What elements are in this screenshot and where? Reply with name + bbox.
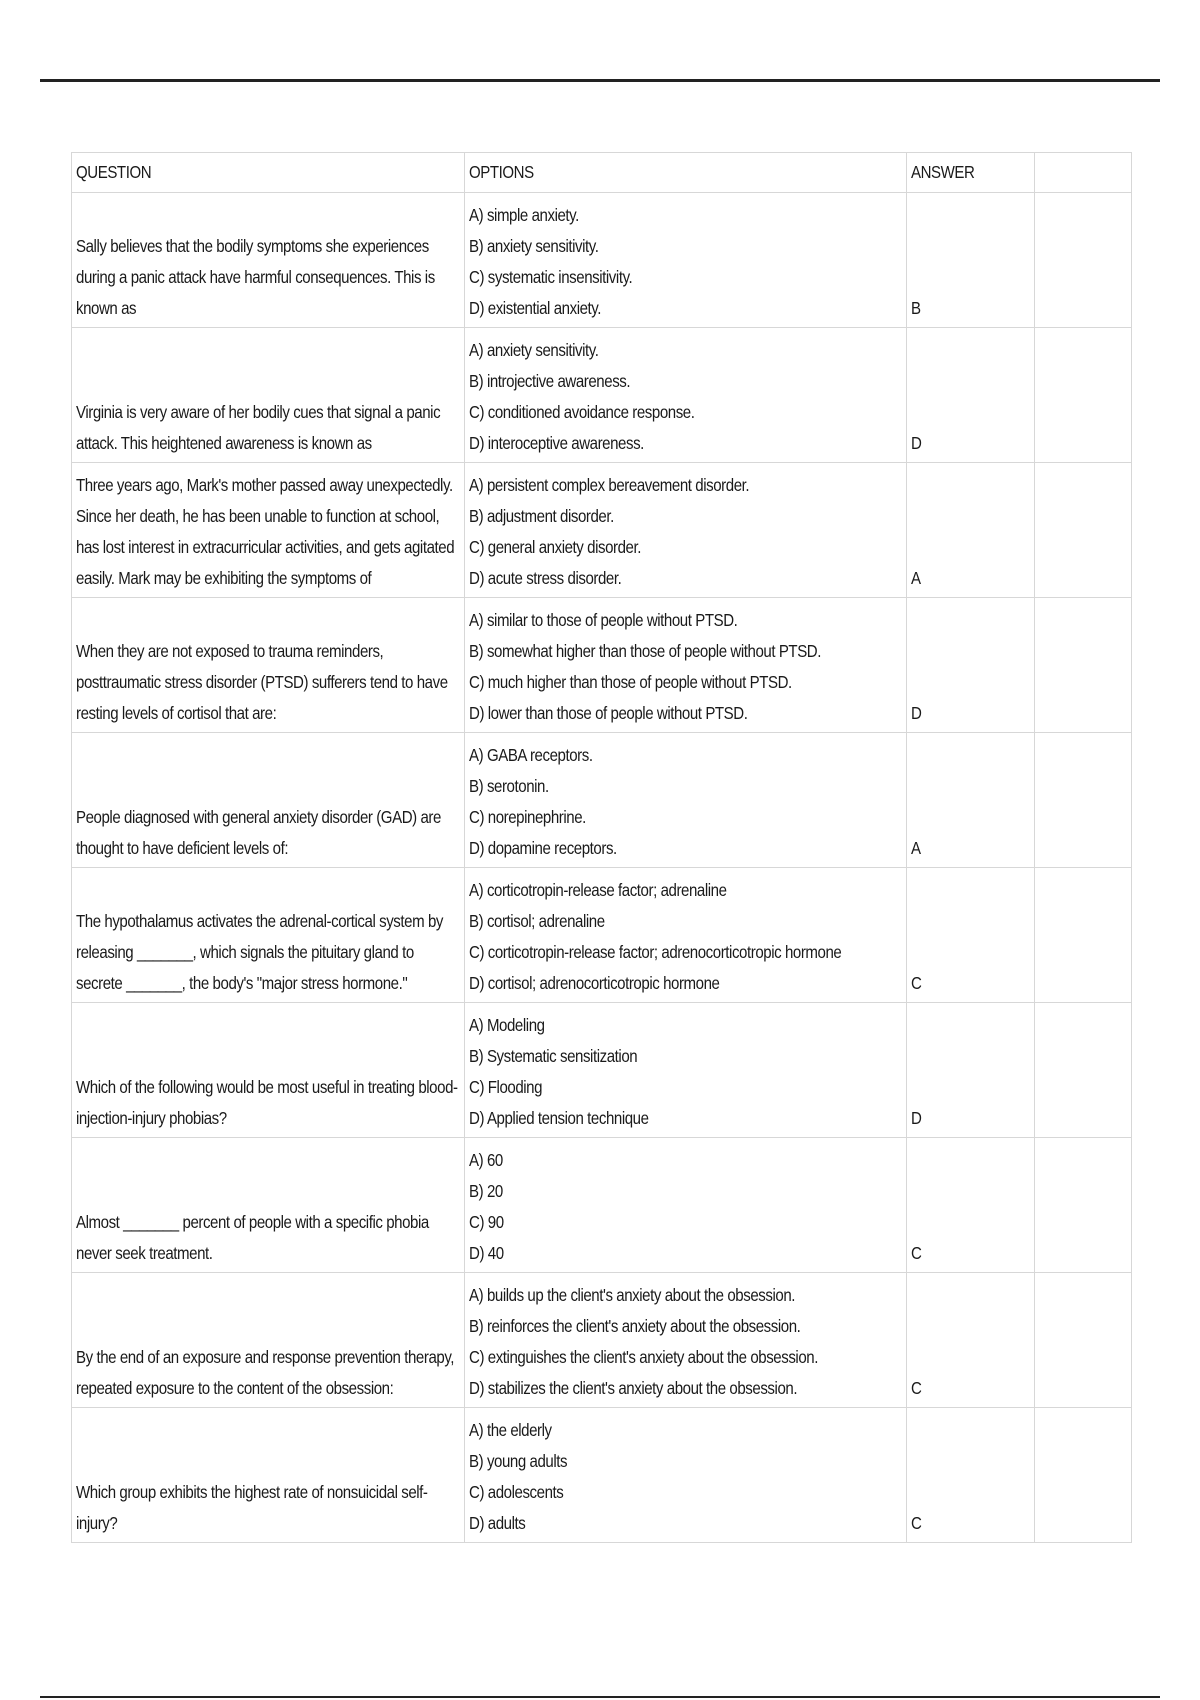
answer-cell (907, 1273, 1035, 1408)
table-row (72, 1408, 1132, 1543)
options-cell (465, 598, 907, 733)
options-cell (465, 1003, 907, 1138)
options-cell (465, 1273, 907, 1408)
question-cell (72, 1408, 465, 1543)
options-text: A) 60 B) 20 C) 90 D) 40 (469, 1150, 504, 1263)
empty-cell (1035, 1003, 1132, 1138)
answer-text: D (911, 433, 922, 453)
answer-cell (907, 1138, 1035, 1273)
empty-cell (1035, 1408, 1132, 1543)
empty-cell (1035, 328, 1132, 463)
table-row (72, 598, 1132, 733)
question-text: Almost _______ percent of people with a specific phobia never seek treatment. (76, 1212, 429, 1263)
question-text: Virginia is very aware of her bodily cues that signal a panic attack. This heightened awareness is known as (76, 402, 441, 453)
question-cell (72, 328, 465, 463)
table-row (72, 733, 1132, 868)
question-text: Three years ago, Mark's mother passed away unexpectedly. Since her death, he has been unable to function at school, has lost interest in extracurricular activities, and gets agitated easily. Mark may be exhibiting the symptoms of (76, 475, 455, 588)
empty-cell (1035, 868, 1132, 1003)
options-text: A) persistent complex bereavement disorder. B) adjustment disorder. C) general anxiety disorder. D) acute stress disorder. (469, 475, 750, 588)
answer-text: D (911, 703, 922, 723)
answer-text: D (911, 1108, 922, 1128)
answer-text: C (911, 973, 922, 993)
qa-table (71, 152, 1132, 1543)
empty-cell (1035, 463, 1132, 598)
options-text: A) builds up the client's anxiety about the obsession. B) reinforces the client's anxiety about the obsession. C) extinguishes the client's anxiety about the obsession. D) stabilizes the client's anxiety about the obsession. (469, 1285, 818, 1398)
answer-cell (907, 1408, 1035, 1543)
options-text: A) GABA receptors. B) serotonin. C) norepinephrine. D) dopamine receptors. (469, 745, 617, 858)
question-cell (72, 1003, 465, 1138)
answer-cell (907, 733, 1035, 868)
question-cell (72, 598, 465, 733)
options-cell (465, 1138, 907, 1273)
answer-text: C (911, 1243, 922, 1263)
question-text: Sally believes that the bodily symptoms she experiences during a panic attack have harmful consequences. This is known as (76, 236, 435, 318)
question-cell (72, 463, 465, 598)
header-options: OPTIONS (465, 153, 907, 193)
question-cell (72, 733, 465, 868)
table-row (72, 1138, 1132, 1273)
table-row (72, 463, 1132, 598)
question-text: The hypothalamus activates the adrenal-cortical system by releasing _______, which signals the pituitary gland to secrete _______, the body's "major stress hormone." (76, 911, 443, 993)
answer-cell (907, 598, 1035, 733)
table-row (72, 1273, 1132, 1408)
question-cell (72, 1138, 465, 1273)
question-text: When they are not exposed to trauma reminders, posttraumatic stress disorder (PTSD) sufferers tend to have resting levels of cortisol that are: (76, 641, 448, 723)
table-row (72, 1003, 1132, 1138)
empty-cell (1035, 1138, 1132, 1273)
question-text: Which of the following would be most useful in treating blood-injection-injury phobias? (76, 1077, 458, 1128)
answer-cell (907, 1003, 1035, 1138)
empty-cell (1035, 193, 1132, 328)
options-text: A) corticotropin-release factor; adrenaline B) cortisol; adrenaline C) corticotropin-release factor; adrenocorticotropic hormone D) cortisol; adrenocorticotropic hormone (469, 880, 842, 993)
answer-text: C (911, 1378, 922, 1398)
header-answer: ANSWER (907, 153, 1035, 193)
options-text: A) simple anxiety. B) anxiety sensitivity. C) systematic insensitivity. D) existential anxiety. (469, 205, 633, 318)
answer-cell (907, 463, 1035, 598)
options-cell (465, 193, 907, 328)
table-row (72, 328, 1132, 463)
options-cell (465, 1408, 907, 1543)
options-cell (465, 733, 907, 868)
answer-cell (907, 328, 1035, 463)
answer-text: A (911, 568, 921, 588)
answer-text: B (911, 298, 921, 318)
options-text: A) similar to those of people without PTSD. B) somewhat higher than those of people without PTSD. C) much higher than those of people without PTSD. D) lower than those of people without PTSD. (469, 610, 822, 723)
header-row (72, 153, 1132, 193)
options-cell (465, 868, 907, 1003)
options-text: A) Modeling B) Systematic sensitization C) Flooding D) Applied tension technique (469, 1015, 649, 1128)
header-question: QUESTION (72, 153, 465, 193)
question-text: People diagnosed with general anxiety disorder (GAD) are thought to have deficient levels of: (76, 807, 441, 858)
answer-text: C (911, 1513, 922, 1533)
question-cell (72, 868, 465, 1003)
empty-cell (1035, 733, 1132, 868)
question-text: By the end of an exposure and response prevention therapy, repeated exposure to the content of the obsession: (76, 1347, 455, 1398)
empty-cell (1035, 1273, 1132, 1408)
answer-cell (907, 868, 1035, 1003)
table-row (72, 868, 1132, 1003)
answer-text: A (911, 838, 921, 858)
options-text: A) anxiety sensitivity. B) introjective awareness. C) conditioned avoidance response. D) interoceptive awareness. (469, 340, 695, 453)
bottom-divider (40, 1696, 1160, 1698)
question-cell (72, 1273, 465, 1408)
table-row (72, 193, 1132, 328)
question-cell (72, 193, 465, 328)
options-cell (465, 328, 907, 463)
options-cell (465, 463, 907, 598)
answer-cell (907, 193, 1035, 328)
empty-cell (1035, 598, 1132, 733)
top-divider (40, 79, 1160, 82)
question-text: Which group exhibits the highest rate of nonsuicidal self-injury? (76, 1482, 428, 1533)
header-extra (1035, 153, 1132, 193)
options-text: A) the elderly B) young adults C) adolescents D) adults (469, 1420, 568, 1533)
